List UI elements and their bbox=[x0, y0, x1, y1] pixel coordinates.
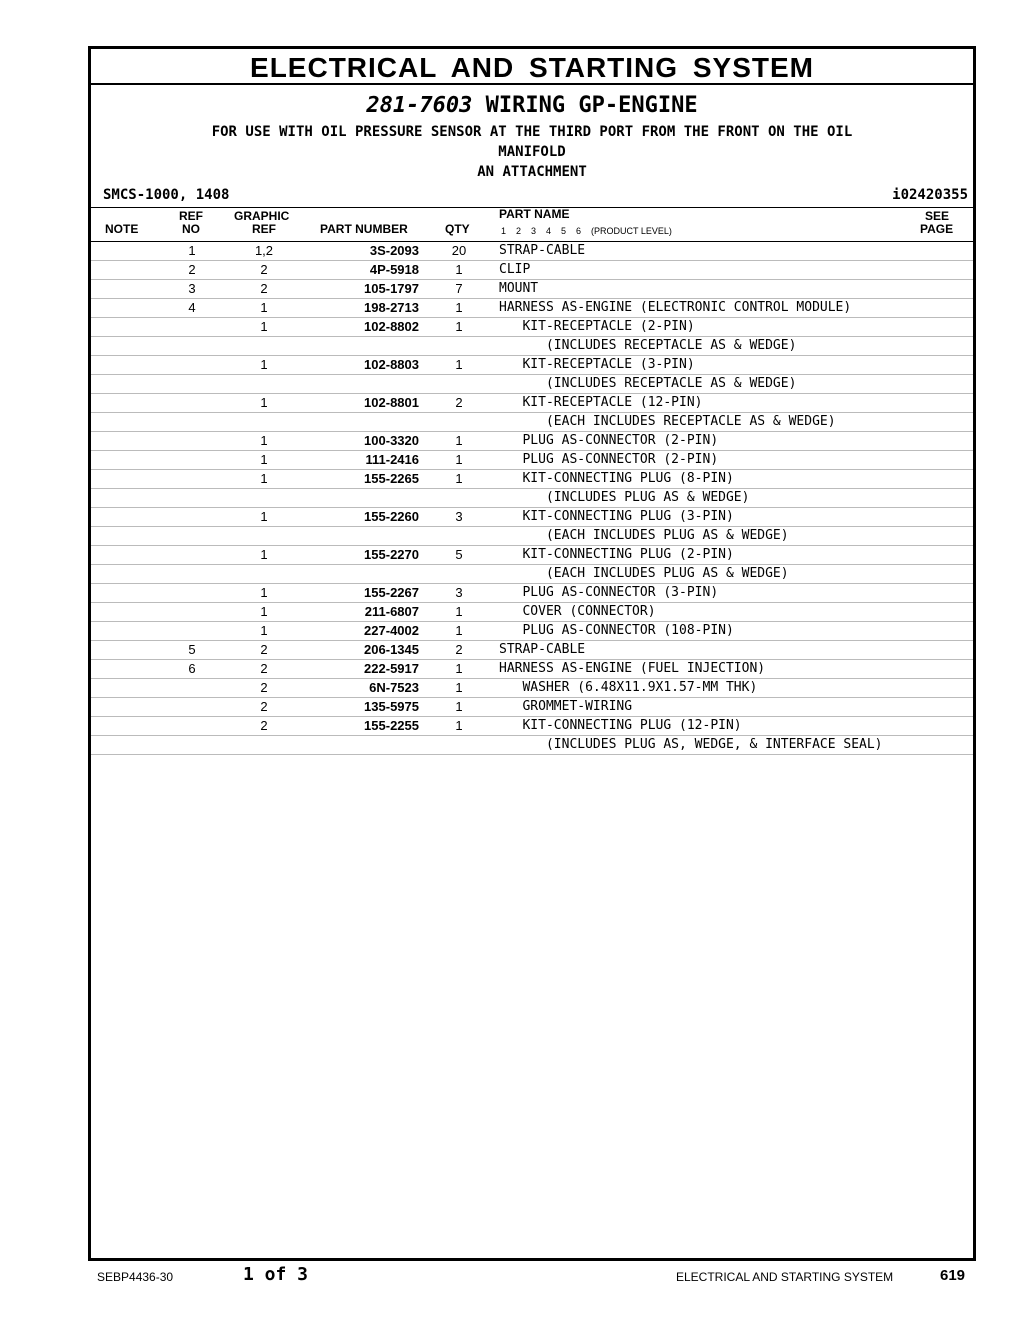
table-row bbox=[91, 413, 973, 432]
footer-doc-number: SEBP4436-30 bbox=[97, 1270, 174, 1284]
part-name: KIT-CONNECTING PLUG (3-PIN) bbox=[499, 509, 734, 524]
table-row bbox=[91, 337, 973, 356]
quantity: 7 bbox=[455, 281, 463, 296]
part-number: 155-2255 bbox=[364, 718, 419, 733]
graphic-ref: 1 bbox=[260, 604, 268, 619]
quantity: 2 bbox=[455, 642, 463, 657]
part-number: 155-2267 bbox=[364, 585, 419, 600]
part-name: COVER (CONNECTOR) bbox=[499, 604, 656, 619]
part-name: PLUG AS-CONNECTOR (2-PIN) bbox=[499, 452, 719, 467]
graphic-ref: 1 bbox=[260, 509, 268, 524]
part-name: (EACH INCLUDES PLUG AS & WEDGE) bbox=[499, 566, 789, 581]
header-product-level: 1 2 3 4 5 6 (PRODUCT LEVEL) bbox=[501, 226, 672, 236]
header-qty: QTY bbox=[445, 222, 470, 236]
quantity: 1 bbox=[455, 718, 463, 733]
table-row bbox=[91, 622, 973, 641]
part-number: 198-2713 bbox=[364, 300, 419, 315]
part-name: PLUG AS-CONNECTOR (108-PIN) bbox=[499, 623, 734, 638]
ref-no: 3 bbox=[188, 281, 196, 296]
part-name: MOUNT bbox=[499, 281, 539, 296]
graphic-ref: 1 bbox=[260, 319, 268, 334]
part-number: 155-2265 bbox=[364, 471, 419, 486]
part-name: (INCLUDES PLUG AS & WEDGE) bbox=[499, 490, 750, 505]
header-graphic: GRAPHIC bbox=[234, 209, 290, 223]
graphic-ref: 2 bbox=[260, 281, 268, 296]
table-row bbox=[91, 527, 973, 546]
table-row bbox=[91, 508, 973, 527]
graphic-ref: 2 bbox=[260, 699, 268, 714]
table-row bbox=[91, 451, 973, 470]
table-row bbox=[91, 546, 973, 565]
quantity: 1 bbox=[455, 262, 463, 277]
part-name: PLUG AS-CONNECTOR (2-PIN) bbox=[499, 433, 719, 448]
footer-page-number: 619 bbox=[940, 1267, 966, 1284]
table-row bbox=[91, 584, 973, 603]
part-number: 155-2270 bbox=[364, 547, 419, 562]
graphic-ref: 1 bbox=[260, 300, 268, 315]
graphic-ref: 2 bbox=[260, 718, 268, 733]
part-number: 222-5917 bbox=[364, 661, 419, 676]
table-row bbox=[91, 660, 973, 679]
illustration-id: i02420355 bbox=[892, 187, 968, 203]
group-description-line-1: FOR USE WITH OIL PRESSURE SENSOR AT THE THIRD PORT FROM THE FRONT ON THE OIL bbox=[211, 124, 853, 140]
ref-no: 1 bbox=[188, 243, 196, 258]
part-name: GROMMET-WIRING bbox=[499, 699, 633, 714]
part-number: 3S-2093 bbox=[369, 243, 419, 258]
parts-table-body bbox=[91, 242, 973, 755]
part-name: KIT-RECEPTACLE (2-PIN) bbox=[499, 319, 695, 334]
graphic-ref: 1 bbox=[260, 623, 268, 638]
part-name: KIT-RECEPTACLE (3-PIN) bbox=[499, 357, 695, 372]
quantity: 1 bbox=[455, 452, 463, 467]
graphic-ref: 1 bbox=[260, 471, 268, 486]
quantity: 1 bbox=[455, 661, 463, 676]
group-part-number: 281-7603 bbox=[366, 93, 473, 118]
part-name: (EACH INCLUDES RECEPTACLE AS & WEDGE) bbox=[499, 414, 836, 429]
smcs-code: SMCS-1000, 1408 bbox=[103, 187, 230, 203]
part-name: KIT-CONNECTING PLUG (8-PIN) bbox=[499, 471, 734, 486]
meta-row bbox=[91, 185, 973, 208]
part-number: 6N-7523 bbox=[369, 680, 419, 695]
quantity: 3 bbox=[455, 585, 463, 600]
part-number: 227-4002 bbox=[364, 623, 419, 638]
graphic-ref: 1,2 bbox=[254, 243, 274, 258]
graphic-ref: 2 bbox=[260, 680, 268, 695]
table-row bbox=[91, 432, 973, 451]
part-number: 105-1797 bbox=[364, 281, 419, 296]
group-description-line-2: MANIFOLD bbox=[498, 144, 566, 160]
part-number: 206-1345 bbox=[364, 642, 419, 657]
ref-no: 4 bbox=[188, 300, 196, 315]
group-description-line-3: AN ATTACHMENT bbox=[477, 164, 587, 180]
graphic-ref: 1 bbox=[260, 547, 268, 562]
quantity: 1 bbox=[455, 604, 463, 619]
part-name: (INCLUDES RECEPTACLE AS & WEDGE) bbox=[499, 376, 797, 391]
part-name: PLUG AS-CONNECTOR (3-PIN) bbox=[499, 585, 719, 600]
part-name: KIT-CONNECTING PLUG (12-PIN) bbox=[499, 718, 742, 733]
parts-list-frame bbox=[88, 46, 976, 1261]
table-row bbox=[91, 489, 973, 508]
part-name: STRAP-CABLE bbox=[499, 243, 586, 258]
quantity: 1 bbox=[455, 319, 463, 334]
header-part-name: PART NAME bbox=[499, 207, 570, 221]
quantity: 2 bbox=[455, 395, 463, 410]
part-name: HARNESS AS-ENGINE (ELECTRONIC CONTROL MODULE) bbox=[499, 300, 852, 315]
part-name: WASHER (6.48X11.9X1.57-MM THK) bbox=[499, 680, 758, 695]
header-see: SEE bbox=[925, 209, 950, 223]
part-number: 102-8802 bbox=[364, 319, 419, 334]
part-number: 102-8801 bbox=[364, 395, 419, 410]
header-no: NO bbox=[182, 222, 200, 236]
quantity: 20 bbox=[451, 243, 467, 258]
part-number: 100-3320 bbox=[364, 433, 419, 448]
quantity: 1 bbox=[455, 471, 463, 486]
part-name: (EACH INCLUDES PLUG AS & WEDGE) bbox=[499, 528, 789, 543]
table-row bbox=[91, 394, 973, 413]
graphic-ref: 2 bbox=[260, 262, 268, 277]
table-row bbox=[91, 356, 973, 375]
graphic-ref: 1 bbox=[260, 585, 268, 600]
header-note: NOTE bbox=[105, 222, 139, 236]
part-name: HARNESS AS-ENGINE (FUEL INJECTION) bbox=[499, 661, 766, 676]
table-row bbox=[91, 698, 973, 717]
quantity: 1 bbox=[455, 623, 463, 638]
quantity: 1 bbox=[455, 433, 463, 448]
quantity: 1 bbox=[455, 300, 463, 315]
part-name: (INCLUDES RECEPTACLE AS & WEDGE) bbox=[499, 338, 797, 353]
table-row bbox=[91, 470, 973, 489]
table-row bbox=[91, 736, 973, 755]
footer-page-of: 1 of 3 bbox=[243, 1264, 309, 1285]
table-row bbox=[91, 641, 973, 660]
table-row bbox=[91, 679, 973, 698]
group-title bbox=[91, 94, 973, 118]
group-name: WIRING GP-ENGINE bbox=[485, 93, 698, 118]
part-name: STRAP-CABLE bbox=[499, 642, 586, 657]
ref-no: 5 bbox=[188, 642, 196, 657]
table-row bbox=[91, 603, 973, 622]
table-header bbox=[91, 208, 973, 242]
table-row bbox=[91, 280, 973, 299]
part-number: 111-2416 bbox=[365, 452, 419, 467]
part-name: KIT-RECEPTACLE (12-PIN) bbox=[499, 395, 703, 410]
table-row bbox=[91, 717, 973, 736]
table-row bbox=[91, 565, 973, 584]
header-part-number: PART NUMBER bbox=[320, 222, 408, 236]
part-number: 211-6807 bbox=[364, 604, 419, 619]
footer-section: ELECTRICAL AND STARTING SYSTEM bbox=[676, 1270, 894, 1284]
quantity: 1 bbox=[455, 357, 463, 372]
table-row bbox=[91, 299, 973, 318]
ref-no: 2 bbox=[188, 262, 196, 277]
header-page: PAGE bbox=[920, 222, 954, 236]
table-row bbox=[91, 375, 973, 394]
graphic-ref: 1 bbox=[260, 357, 268, 372]
quantity: 1 bbox=[455, 680, 463, 695]
part-number: 155-2260 bbox=[364, 509, 419, 524]
header-graphic-ref: REF bbox=[252, 222, 276, 236]
graphic-ref: 2 bbox=[260, 642, 268, 657]
table-row bbox=[91, 261, 973, 280]
quantity: 1 bbox=[455, 699, 463, 714]
graphic-ref: 1 bbox=[260, 433, 268, 448]
part-name: KIT-CONNECTING PLUG (2-PIN) bbox=[499, 547, 734, 562]
table-row bbox=[91, 318, 973, 337]
part-name: (INCLUDES PLUG AS, WEDGE, & INTERFACE SEAL) bbox=[499, 737, 883, 752]
table-row bbox=[91, 242, 973, 261]
graphic-ref: 1 bbox=[260, 452, 268, 467]
graphic-ref: 1 bbox=[260, 395, 268, 410]
ref-no: 6 bbox=[188, 661, 196, 676]
graphic-ref: 2 bbox=[260, 661, 268, 676]
part-number: 4P-5918 bbox=[369, 262, 419, 277]
part-number: 102-8803 bbox=[364, 357, 419, 372]
quantity: 3 bbox=[455, 509, 463, 524]
header-ref: REF bbox=[179, 209, 203, 223]
quantity: 5 bbox=[455, 547, 463, 562]
section-title: ELECTRICAL AND STARTING SYSTEM bbox=[91, 49, 973, 85]
part-name: CLIP bbox=[499, 262, 531, 277]
part-number: 135-5975 bbox=[364, 699, 419, 714]
